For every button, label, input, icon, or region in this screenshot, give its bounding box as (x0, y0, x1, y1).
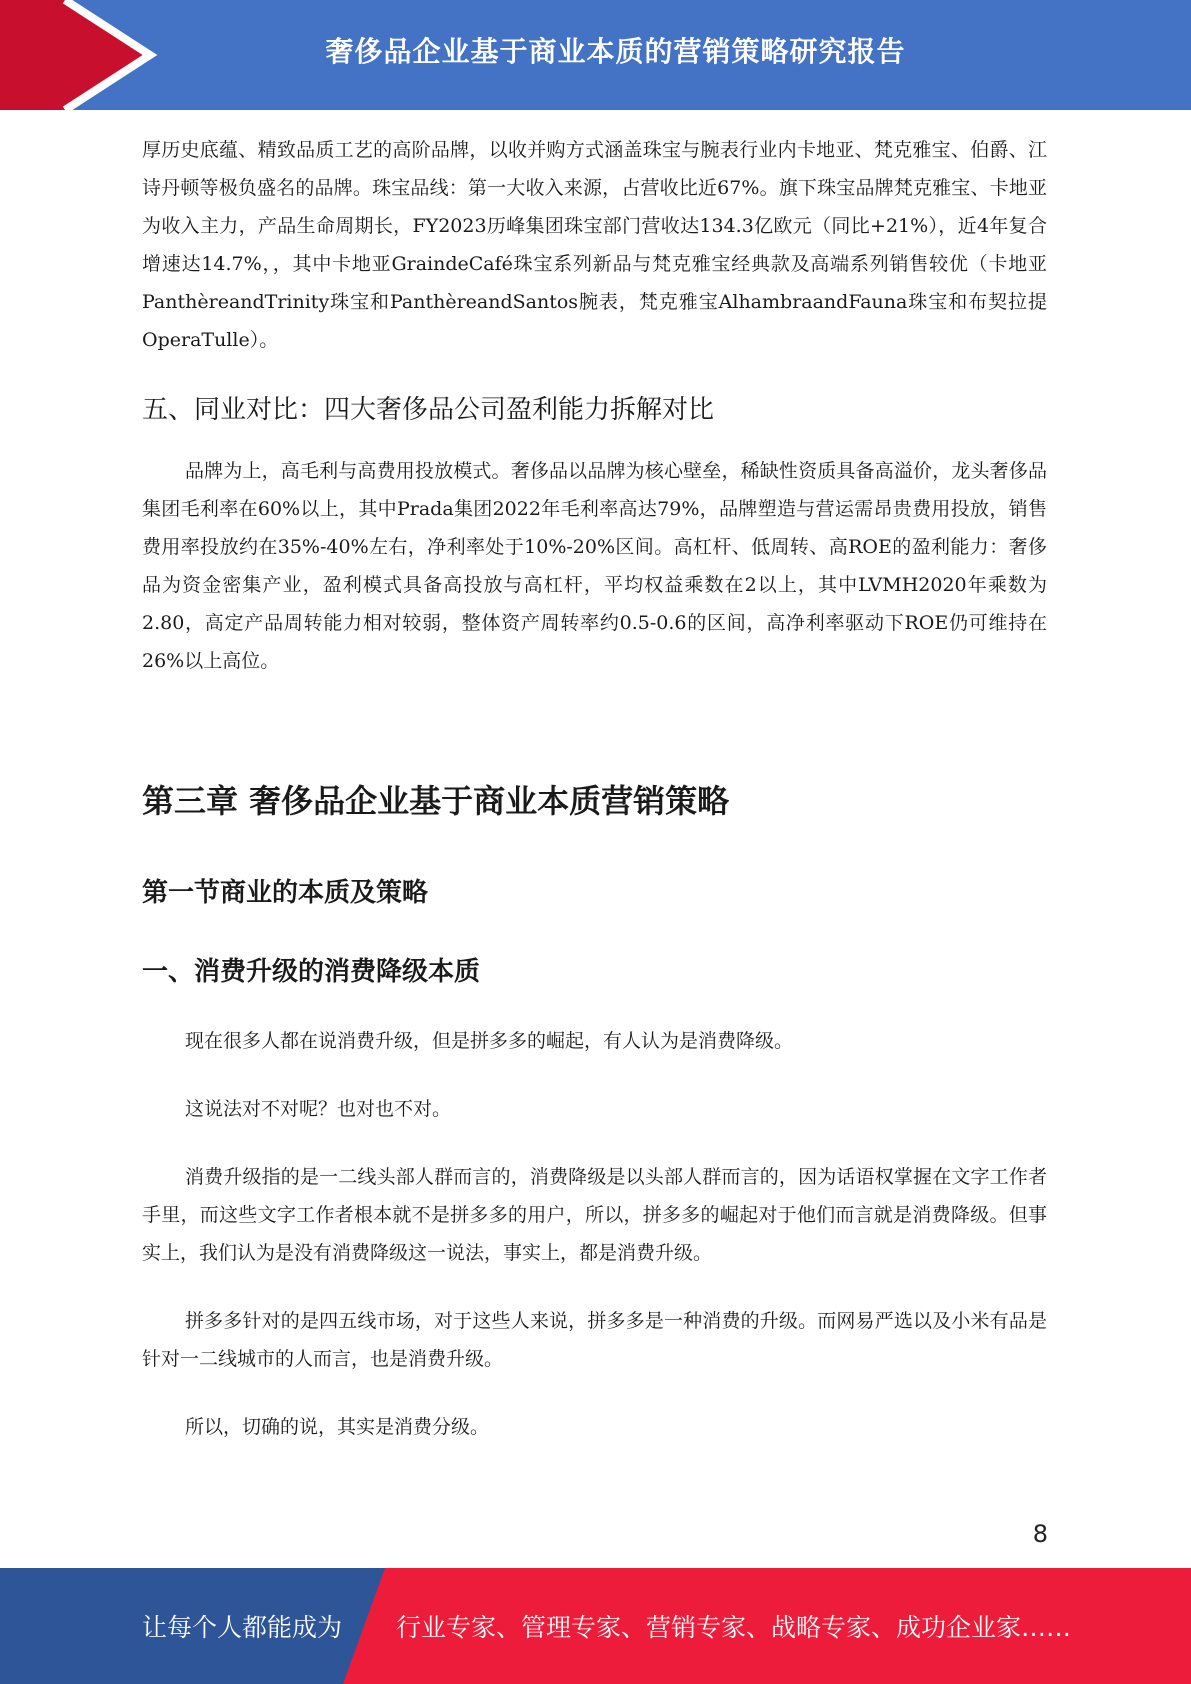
footer-slogan-right: 行业专家、管理专家、营销专家、战略专家、成功企业家…… (396, 1613, 1072, 1642)
paragraph-continuation: 厚历史底蕴、精致品质工艺的高阶品牌，以收并购方式涵盖珠宝与腕表行业内卡地亚、梵克雅宝、伯爵、江诗丹顿等极负盛名的品牌。珠宝品线：第一大收入来源，占营收比近67%。旗下珠宝品牌梵克雅宝、卡地亚为收入主力，产品生命周期长，FY2023历峰集团珠宝部门营收达134.3亿欧元（同比+21%），近4年复合增速达14.7%，，其中卡地亚GraindeCafé珠宝系列新品与梵克雅宝经典款及高端系列销售较优（卡地亚PanthèreandTrinity珠宝和PanthèreandSantos腕表，梵克雅宝AlhambraandFauna珠宝和布契拉提OperaTulle）。 (142, 139, 1047, 351)
page-number: 8 (1032, 1520, 1048, 1548)
paragraph: 拼多多针对的是四五线市场，对于这些人来说，拼多多是一种消费的升级。而网易严选以及小米有品是针对一二线城市的人而言，也是消费升级。 (142, 1310, 1047, 1370)
sub-heading: 一、消费升级的消费降级本质 (142, 957, 481, 987)
node-heading: 第一节商业的本质及策略 (142, 878, 429, 908)
chapter-heading: 第三章 奢侈品企业基于商业本质营销策略 (142, 782, 730, 820)
footer-slogan-left: 让每个人都能成为 (142, 1613, 343, 1642)
paragraph: 消费升级指的是一二线头部人群而言的，消费降级是以头部人群而言的，因为话语权掌握在文字工作者手里，而这些文字工作者根本就不是拼多多的用户，所以，拼多多的崛起对于他们而言就是消费降级。但事实上，我们认为是没有消费降级这一说法，事实上，都是消费升级。 (142, 1166, 1047, 1264)
paragraph: 这说法对不对呢？也对也不对。 (185, 1098, 452, 1120)
paragraph: 所以，切确的说，其实是消费分级。 (185, 1416, 490, 1438)
paragraph: 现在很多人都在说消费升级，但是拼多多的崛起，有人认为是消费降级。 (185, 1030, 794, 1052)
report-title: 奢侈品企业基于商业本质的营销策略研究报告 (325, 35, 906, 68)
paragraph-section-5: 品牌为上，高毛利与高费用投放模式。奢侈品以品牌为核心壁垒，稀缺性资质具备高溢价，龙头奢侈品集团毛利率在60%以上，其中Prada集团2022年毛利率高达79%，品牌塑造与营运需昂贵费用投放，销售费用率投放约在35%-40%左右，净利率处于10%-20%区间。高杠杆、低周转、高ROE的盈利能力：奢侈品为资金密集产业，盈利模式具备高投放与高杠杆，平均权益乘数在2以上，其中LVMH2020年乘数为2.80，高定产品周转能力相对较弱，整体资产周转率约0.5-0.6的区间，高净利率驱动下ROE仍可维持在26%以上高位。 (142, 460, 1047, 672)
section-heading-5: 五、同业对比：四大奢侈品公司盈利能力拆解对比 (142, 395, 715, 425)
header-banner (0, 0, 1191, 110)
page-content (142, 131, 1047, 1446)
footer-banner (0, 1568, 1191, 1684)
